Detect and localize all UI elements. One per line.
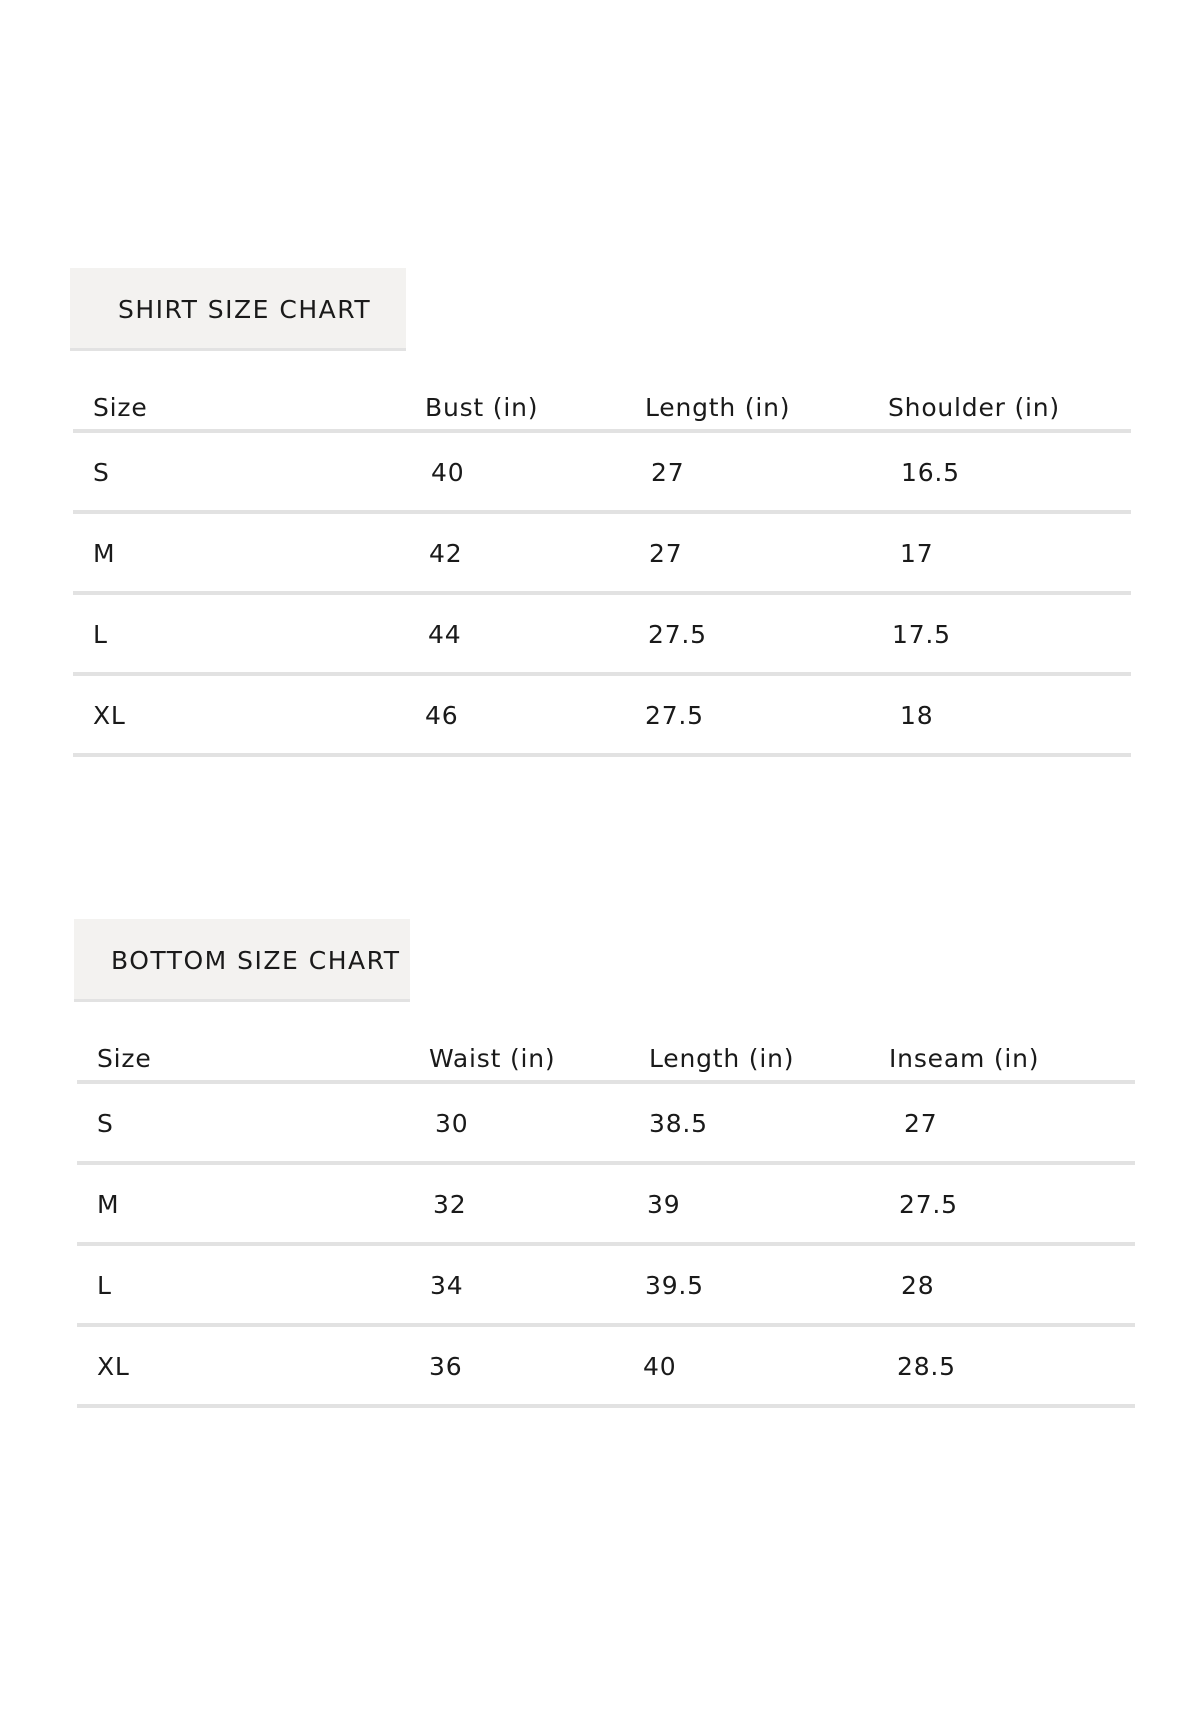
table-row <box>73 433 1131 514</box>
column-header: Shoulder (in) <box>888 393 1060 422</box>
length-cell: 27.5 <box>645 701 704 730</box>
size-cell: M <box>97 1190 120 1219</box>
size-cell: L <box>97 1271 112 1300</box>
bottom-size-table <box>77 1022 1135 1408</box>
shoulder-cell: 18 <box>900 701 934 730</box>
bust-cell: 40 <box>431 458 465 487</box>
column-header: Bust (in) <box>425 393 539 422</box>
column-header: Size <box>93 393 148 422</box>
bust-cell: 46 <box>425 701 459 730</box>
table-row <box>73 676 1131 757</box>
size-cell: S <box>93 458 110 487</box>
length-cell: 39 <box>647 1190 681 1219</box>
shirt-chart-title: SHIRT SIZE CHART <box>118 295 372 324</box>
table-row <box>73 514 1131 595</box>
bust-cell: 42 <box>429 539 463 568</box>
bust-cell: 44 <box>428 620 462 649</box>
table-row <box>77 1165 1135 1246</box>
bottom-chart-title-box <box>74 919 410 1002</box>
shirt-size-table <box>73 371 1131 757</box>
shirt-chart-title-box <box>70 268 406 351</box>
length-cell: 27.5 <box>648 620 707 649</box>
table-row <box>77 1084 1135 1165</box>
table-row <box>77 1246 1135 1327</box>
size-cell: XL <box>93 701 126 730</box>
column-header: Size <box>97 1044 152 1073</box>
inseam-cell: 28 <box>901 1271 935 1300</box>
size-cell: L <box>93 620 108 649</box>
waist-cell: 30 <box>435 1109 469 1138</box>
size-cell: M <box>93 539 116 568</box>
table-row <box>77 1327 1135 1408</box>
inseam-cell: 28.5 <box>897 1352 956 1381</box>
waist-cell: 34 <box>430 1271 464 1300</box>
table-header-row <box>73 371 1131 433</box>
shoulder-cell: 17 <box>900 539 934 568</box>
length-cell: 27 <box>649 539 683 568</box>
table-row <box>73 595 1131 676</box>
column-header: Length (in) <box>645 393 791 422</box>
length-cell: 39.5 <box>645 1271 704 1300</box>
shoulder-cell: 16.5 <box>901 458 960 487</box>
inseam-cell: 27 <box>904 1109 938 1138</box>
column-header: Inseam (in) <box>889 1044 1040 1073</box>
inseam-cell: 27.5 <box>899 1190 958 1219</box>
column-header: Waist (in) <box>429 1044 556 1073</box>
size-cell: XL <box>97 1352 130 1381</box>
table-header-row <box>77 1022 1135 1084</box>
size-cell: S <box>97 1109 114 1138</box>
bottom-chart-title: BOTTOM SIZE CHART <box>111 946 401 975</box>
shoulder-cell: 17.5 <box>892 620 951 649</box>
column-header: Length (in) <box>649 1044 795 1073</box>
waist-cell: 36 <box>429 1352 463 1381</box>
waist-cell: 32 <box>433 1190 467 1219</box>
length-cell: 27 <box>651 458 685 487</box>
length-cell: 38.5 <box>649 1109 708 1138</box>
length-cell: 40 <box>643 1352 677 1381</box>
